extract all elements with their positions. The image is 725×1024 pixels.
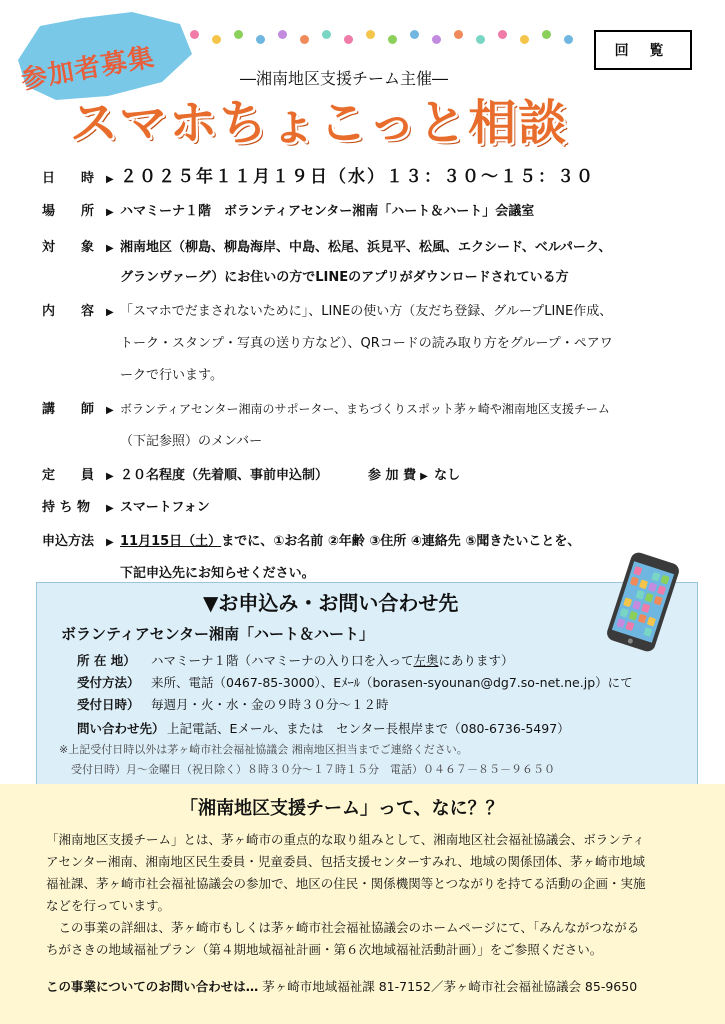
arrow-icon: ▶: [106, 307, 114, 318]
bring-row: [42, 496, 210, 515]
capacity-row: [42, 464, 460, 483]
method-value: 来所、電話（0467-85-3000）、Eﾒｰﾙ（borasen-syounan@dg7.so-net.ne.jp）にて: [151, 675, 633, 690]
contact-address-row: [77, 651, 514, 669]
decorative-dot: [564, 35, 573, 44]
lecturer-label: 講 師: [42, 402, 95, 417]
date-label: 日 時: [42, 171, 95, 186]
contact-note-2: 受付日時）月～金曜日（祝日除く）８時３０分～１７時１５分 電話）０４６７－８５－９６５０: [71, 763, 555, 776]
decorative-dot: [388, 35, 397, 44]
content-line-2: トーク・スタンプ・写真の送り方など）、QRコードの読み取り方をグループ・ペアワ: [120, 336, 613, 351]
about-line-1: 「湘南地区支援チーム」とは、茅ヶ崎市の重点的な取り組みとして、湘南地区社会福祉協議会、ボランティ: [46, 832, 645, 847]
content-row: [42, 300, 612, 319]
place-label: 場 所: [42, 204, 95, 219]
arrow-icon: ▶: [420, 471, 428, 482]
lecturer-line-1: ボランティアセンター湘南のサポーター、まちづくりスポット茅ヶ崎や湘南地区支援チーム: [120, 402, 610, 416]
target-line-2: グランヴァーグ）にお住いの方でLINEのアプリがダウンロードされている方: [120, 270, 569, 285]
inquiry-value: 上記電話、Eメール、または センター長根岸まで（080-6736-5497）: [167, 721, 570, 736]
contact-heading: ▼お申込み・お問い合わせ先: [203, 591, 459, 615]
contact-method-row: [77, 673, 633, 691]
about-line-2: アセンター湘南、湘南地区民生委員・児童委員、包括支援センターすみれ、地域の関係団体、茅ヶ崎市地域: [46, 854, 646, 869]
capacity-label: 定 員: [42, 468, 95, 483]
date-value: ２０２５年１１月１９日（水）１３：３０～１５：３０: [120, 167, 595, 187]
hours-label: 受付日時）: [77, 697, 140, 712]
inquiry-label: 問い合わせ先）: [77, 721, 165, 736]
apply-deadline: 11月15日（土）: [120, 534, 222, 549]
fee-label: 参 加 費: [368, 468, 417, 483]
apply-line-1: までに、①お名前 ②年齢 ③住所 ④連絡先 ⑤聞きたいことを、: [221, 534, 581, 549]
arrow-icon: ▶: [106, 207, 114, 218]
arrow-icon: ▶: [106, 174, 114, 185]
organizer-subtitle: ―湘南地区支援チーム主催―: [240, 69, 449, 88]
decorative-dot: [366, 30, 375, 39]
apply-label: 申込方法: [42, 534, 95, 549]
about-line-3: 福祉課、茅ヶ崎市社会福祉協議会の参加で、地区の住民・関係機関等とつながりを持てる活動の企画・実施: [46, 876, 646, 891]
decorative-dot: [212, 35, 221, 44]
place-value: ハマミーナ１階 ボランティアセンター湘南「ハート＆ハート」会議室: [120, 204, 535, 219]
apply-row: [42, 530, 580, 549]
target-line-1: 湘南地区（柳島、柳島海岸、中島、松尾、浜見平、松風、エクシード、ベルパーク、: [120, 240, 612, 255]
arrow-icon: ▶: [106, 243, 114, 254]
decorative-dot: [498, 30, 507, 39]
arrow-icon: ▶: [106, 471, 114, 482]
arrow-icon: ▶: [106, 503, 114, 514]
circulation-box: 回 覧: [594, 30, 692, 70]
address-label: 所 在 地）: [77, 653, 136, 668]
content-label: 内 容: [42, 304, 95, 319]
about-line-5: この事業の詳細は、茅ヶ崎市もしくは茅ヶ崎市社会福祉協議会のホームページにて、「みんながつながる: [46, 920, 640, 935]
decorative-dot: [542, 30, 551, 39]
decorative-dot: [256, 35, 265, 44]
project-inquiry: [46, 977, 637, 995]
decorative-dot: [234, 30, 243, 39]
contact-note-1: ※上記受付日時以外は茅ヶ崎市社会福祉協議会 湘南地区担当までご連絡ください。: [59, 743, 468, 756]
address-underlined: 左奥: [413, 653, 439, 668]
about-line-4: などを行っています。: [46, 898, 171, 913]
project-inquiry-value: 茅ヶ崎市地域福祉課 81-7152／茅ヶ崎市社会福祉協議会 85-9650: [262, 979, 638, 994]
project-inquiry-label: この事業についてのお問い合わせは…: [46, 979, 259, 994]
decorative-dot: [432, 35, 441, 44]
capacity-value: ２０名程度（先着順、事前申込制）: [120, 468, 329, 483]
apply-line-2: 下記申込先にお知らせください。: [120, 566, 315, 581]
decorative-dot: [322, 30, 331, 39]
contact-hours-row: [77, 695, 389, 713]
decorative-dot: [520, 35, 529, 44]
bring-value: スマートフォン: [120, 500, 210, 515]
arrow-icon: ▶: [106, 537, 114, 548]
about-line-6: ちがさきの地域福祉プラン（第４期地域福祉計画・第６次地域福祉活動計画）」をご参照ください。: [46, 942, 603, 957]
decorative-dot: [454, 30, 463, 39]
date-row: [42, 162, 595, 187]
contact-box: [36, 582, 698, 786]
lecturer-line-2: （下記参照）のメンバー: [120, 434, 263, 449]
smartphone-icon: [600, 552, 686, 652]
target-row: [42, 236, 611, 255]
fee-value: なし: [434, 468, 461, 483]
lecturer-row: [42, 398, 610, 417]
method-label: 受付方法）: [77, 675, 140, 690]
decorative-dot: [476, 35, 485, 44]
place-row: [42, 200, 534, 219]
contact-inquiry-row: [77, 719, 570, 737]
arrow-icon: ▶: [106, 405, 114, 416]
about-heading: 「湘南地区支援チーム」って、なに？？: [180, 798, 504, 819]
content-line-3: ークで行います。: [120, 368, 223, 383]
hours-value: 毎週月・火・水・金の９時３０分～１２時: [151, 697, 389, 712]
target-label: 対 象: [42, 240, 95, 255]
address-pre: ハマミーナ１階（ハマミーナの入り口を入って: [151, 653, 414, 668]
decorative-dot: [278, 30, 287, 39]
contact-organization: ボランティアセンター湘南「ハート＆ハート」: [61, 625, 375, 643]
decorative-dot: [300, 35, 309, 44]
decorative-dot: [344, 35, 353, 44]
address-post: にあります）: [438, 653, 514, 668]
content-line-1: 「スマホでだまされないために」、LINEの使い方（友だち登録、グループLINE作成、: [120, 304, 613, 319]
about-section: [0, 784, 725, 1024]
bring-label: 持 ち 物: [42, 500, 91, 515]
recruitment-badge: 参加者募集: [18, 42, 158, 96]
event-title: スマホちょこっと相談: [70, 95, 569, 151]
decorative-dot: [410, 30, 419, 39]
